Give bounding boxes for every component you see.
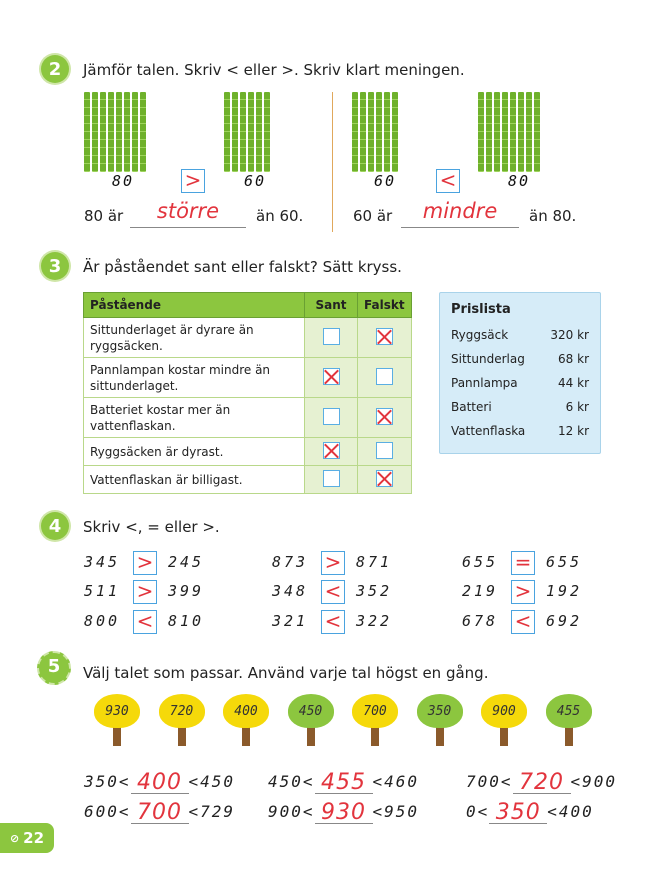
false-checkbox[interactable] xyxy=(376,368,393,385)
inequality xyxy=(466,798,594,824)
right-number: 352 xyxy=(356,582,393,600)
right-number: 810 xyxy=(168,612,205,630)
tree-icon xyxy=(546,694,592,748)
tree-icon xyxy=(481,694,527,748)
inequality xyxy=(268,798,419,824)
true-checkbox[interactable] xyxy=(323,328,340,345)
true-checkbox[interactable] xyxy=(323,408,340,425)
tree-icon xyxy=(223,694,269,748)
page-icon: ⊘ xyxy=(9,831,20,845)
value-80-right: 80 xyxy=(508,172,531,190)
tree-number: 350 xyxy=(417,694,463,728)
item-price: 12 kr xyxy=(558,424,589,438)
item-name: Vattenflaska xyxy=(451,424,526,438)
tree-number: 700 xyxy=(352,694,398,728)
task-3-badge: 3 xyxy=(41,252,69,280)
right-number: 322 xyxy=(356,612,393,630)
tree-icon xyxy=(94,694,140,748)
sentence-start: 80 är xyxy=(84,207,124,225)
answer-blank[interactable]: 400 xyxy=(131,768,189,794)
left-number: 219 xyxy=(462,582,499,600)
compare-box[interactable]: < xyxy=(321,580,345,604)
sentence-end-right: än 80. xyxy=(529,207,577,225)
value-60: 60 xyxy=(244,172,267,190)
left-number: 655 xyxy=(462,553,499,571)
claim-row xyxy=(84,466,412,494)
true-checkbox[interactable] xyxy=(323,470,340,487)
right-number-wrap xyxy=(356,612,392,630)
upper-bound: <400 xyxy=(547,802,594,821)
compare-box[interactable]: < xyxy=(511,610,535,634)
answer-line-right[interactable]: mindre xyxy=(401,205,519,228)
item-price: 44 kr xyxy=(558,376,589,390)
claim-text: Batteriet kostar mer än vattenflaskan. xyxy=(84,398,305,438)
claim-text: Ryggsäcken är dyrast. xyxy=(84,438,305,466)
comparison-item xyxy=(84,582,120,600)
page-number: 22 xyxy=(23,829,45,847)
upper-bound: <450 xyxy=(188,772,236,791)
answer-blank[interactable]: 455 xyxy=(315,768,373,794)
header-claim: Påstående xyxy=(84,293,305,318)
compare-box[interactable]: > xyxy=(133,580,157,604)
task-4-badge: 4 xyxy=(41,512,69,540)
true-checkbox[interactable] xyxy=(323,368,340,385)
compare-box[interactable]: < xyxy=(133,610,157,634)
claim-text: Sittunderlaget är dyrare än ryggsäcken. xyxy=(84,318,305,358)
price-row xyxy=(451,328,589,342)
page-number-tab xyxy=(0,823,54,853)
comparison-item xyxy=(84,553,120,571)
item-name: Pannlampa xyxy=(451,376,518,390)
right-number-wrap xyxy=(356,553,392,571)
task-5-instruction: Välj talet som passar. Använd varje tal högst en gång. xyxy=(83,664,489,682)
lower-bound: 450< xyxy=(268,772,315,791)
right-number: 692 xyxy=(546,612,583,630)
inequality xyxy=(84,798,235,824)
answer-blank[interactable]: 700 xyxy=(131,798,189,824)
task-3-instruction: Är påståendet sant eller falskt? Sätt kryss. xyxy=(83,258,402,276)
claim-row xyxy=(84,438,412,466)
claim-row xyxy=(84,318,412,358)
claims-table xyxy=(83,292,412,494)
tree-number: 400 xyxy=(223,694,269,728)
item-name: Ryggsäck xyxy=(451,328,509,342)
comparison-item xyxy=(84,612,120,630)
item-name: Sittunderlag xyxy=(451,352,525,366)
right-number: 399 xyxy=(168,582,205,600)
comparison-item xyxy=(272,582,308,600)
base-ten-blocks-60-right xyxy=(352,92,398,172)
right-number-wrap xyxy=(168,553,204,571)
item-price: 320 kr xyxy=(550,328,589,342)
claim-text: Pannlampan kostar mindre än sittunderlaget. xyxy=(84,358,305,398)
left-number: 348 xyxy=(272,582,309,600)
comparison-item xyxy=(272,553,308,571)
true-checkbox[interactable] xyxy=(323,442,340,459)
header-true: Sant xyxy=(305,293,358,318)
inequality xyxy=(466,768,617,794)
price-list-title: Prislista xyxy=(451,302,511,317)
right-number: 245 xyxy=(168,553,205,571)
price-row xyxy=(451,424,589,438)
upper-bound: <729 xyxy=(188,802,236,821)
tree-icon xyxy=(352,694,398,748)
comparison-item xyxy=(462,612,498,630)
left-number: 321 xyxy=(272,612,309,630)
left-number: 678 xyxy=(462,612,499,630)
right-number-wrap xyxy=(168,582,204,600)
tree-icon xyxy=(288,694,334,748)
left-number: 511 xyxy=(84,582,121,600)
compare-box-right[interactable]: < xyxy=(436,169,460,193)
tree-number: 450 xyxy=(288,694,334,728)
left-number: 873 xyxy=(272,553,309,571)
upper-bound: <460 xyxy=(372,772,420,791)
right-number-wrap xyxy=(546,612,582,630)
false-checkbox[interactable] xyxy=(376,328,393,345)
task-2-instruction: Jämför talen. Skriv < eller >. Skriv klart meningen. xyxy=(83,61,465,79)
right-number-wrap xyxy=(168,612,204,630)
answer-blank[interactable]: 720 xyxy=(513,768,571,794)
compare-box[interactable]: > xyxy=(181,169,205,193)
tree-icon xyxy=(417,694,463,748)
task-4-instruction: Skriv <, = eller >. xyxy=(83,518,220,536)
compare-box[interactable]: = xyxy=(511,551,535,575)
answer-blank[interactable]: 930 xyxy=(315,798,373,824)
inequality xyxy=(84,768,235,794)
comparison-item xyxy=(272,612,308,630)
claim-text: Vattenflaskan är billigast. xyxy=(84,466,305,494)
tree-number: 930 xyxy=(94,694,140,728)
compare-box[interactable]: > xyxy=(133,551,157,575)
item-price: 68 kr xyxy=(558,352,589,366)
comparison-item xyxy=(462,582,498,600)
left-number: 800 xyxy=(84,612,121,630)
right-number-wrap xyxy=(546,553,582,571)
lower-bound: 700< xyxy=(466,772,513,791)
compare-box[interactable]: > xyxy=(321,551,345,575)
task-5-badge: 5 xyxy=(47,656,61,677)
header-false: Falskt xyxy=(358,293,412,318)
tree-number: 900 xyxy=(481,694,527,728)
claim-row xyxy=(84,398,412,438)
value-60-right: 60 xyxy=(374,172,397,190)
comparison-item xyxy=(462,553,498,571)
price-list xyxy=(439,292,601,454)
compare-box[interactable]: > xyxy=(511,580,535,604)
right-number-wrap xyxy=(356,582,392,600)
lower-bound: 0< xyxy=(466,802,490,821)
price-row xyxy=(451,352,589,366)
item-name: Batteri xyxy=(451,400,492,414)
answer-line[interactable]: större xyxy=(130,205,246,228)
divider xyxy=(332,92,333,232)
lower-bound: 350< xyxy=(84,772,131,791)
base-ten-blocks-60 xyxy=(224,92,270,172)
upper-bound: <900 xyxy=(570,772,618,791)
false-checkbox[interactable] xyxy=(376,470,393,487)
upper-bound: <950 xyxy=(372,802,420,821)
tree-number: 720 xyxy=(159,694,205,728)
lower-bound: 600< xyxy=(84,802,131,821)
tree-icon xyxy=(159,694,205,748)
base-ten-blocks-80 xyxy=(84,92,146,172)
task-2-badge: 2 xyxy=(41,55,69,83)
false-checkbox[interactable] xyxy=(376,442,393,459)
value-80: 80 xyxy=(112,172,135,190)
false-checkbox[interactable] xyxy=(376,408,393,425)
right-number-wrap xyxy=(546,582,582,600)
inequality xyxy=(268,768,419,794)
tree-number: 455 xyxy=(546,694,592,728)
sentence-start-right: 60 är xyxy=(353,207,393,225)
compare-box[interactable]: < xyxy=(321,610,345,634)
base-ten-blocks-80-right xyxy=(478,92,540,172)
claim-row xyxy=(84,358,412,398)
item-price: 6 kr xyxy=(565,400,589,414)
price-row xyxy=(451,400,589,414)
right-number: 192 xyxy=(546,582,583,600)
answer-blank[interactable]: 350 xyxy=(489,798,547,824)
right-number: 655 xyxy=(546,553,583,571)
right-number: 871 xyxy=(356,553,393,571)
price-row xyxy=(451,376,589,390)
lower-bound: 900< xyxy=(268,802,315,821)
sentence-end: än 60. xyxy=(256,207,304,225)
left-number: 345 xyxy=(84,553,121,571)
